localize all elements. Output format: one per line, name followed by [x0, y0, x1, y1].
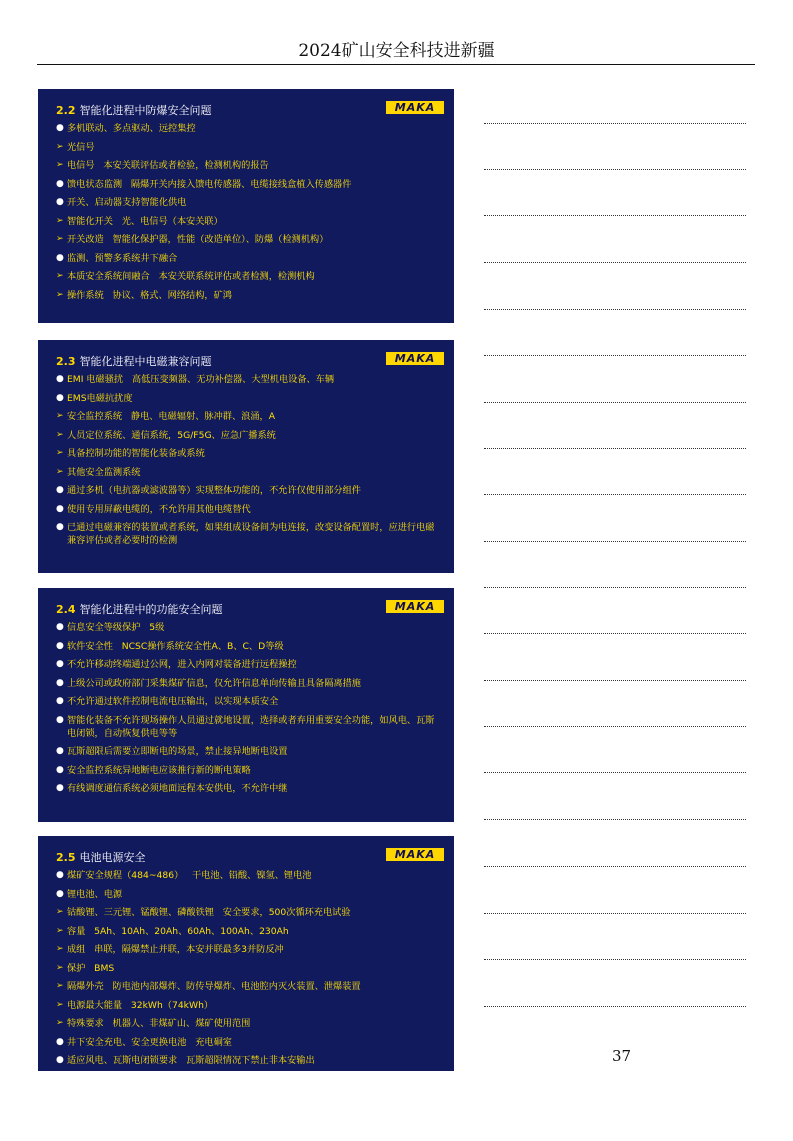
item-keyword: 容量: [67, 925, 86, 937]
list-item-text: [67, 289, 442, 302]
note-line: [484, 959, 746, 960]
list-item: [56, 658, 442, 671]
list-item: [56, 1017, 442, 1030]
list-item-text: [67, 658, 442, 671]
item-keyword: 不允许移动终端通过公网，进入内网对装备进行远程操控: [67, 659, 297, 670]
dot-bullet-icon: ●: [56, 783, 64, 793]
list-item: [56, 906, 442, 919]
list-item: [56, 782, 442, 795]
list-item-text: [67, 980, 442, 993]
arrow-bullet-icon: ➢: [56, 1018, 64, 1028]
slide-2-4: [38, 588, 454, 822]
slide-2-2: [38, 89, 454, 323]
dot-bullet-icon: ●: [56, 392, 64, 403]
list-item: [56, 943, 442, 956]
dot-bullet-icon: ●: [56, 696, 64, 706]
slide-number: 2.3: [56, 355, 76, 368]
dot-bullet-icon: ●: [56, 1055, 64, 1065]
list-item: [56, 484, 442, 497]
dot-bullet-icon: ●: [56, 659, 64, 669]
item-keyword: EMS电磁抗扰度: [67, 392, 133, 404]
item-keyword: 特殊要求: [67, 1018, 104, 1029]
arrow-bullet-icon: ➢: [56, 271, 64, 281]
item-keyword: 本质安全系统间融合: [67, 271, 150, 282]
list-item: [56, 252, 442, 265]
slide-item-list: [56, 122, 442, 302]
list-item-text: [67, 466, 442, 479]
arrow-bullet-icon: ➢: [56, 141, 64, 152]
list-item-text: [67, 503, 442, 516]
item-keyword: 安全监控系统: [67, 411, 123, 422]
list-item-text: [67, 233, 442, 246]
note-line: [484, 402, 746, 403]
list-item-text: [67, 943, 442, 956]
arrow-bullet-icon: ➢: [56, 466, 64, 477]
arrow-bullet-icon: ➢: [56, 448, 64, 458]
arrow-bullet-icon: ➢: [56, 981, 64, 991]
list-item: [56, 1054, 442, 1067]
list-item-text: [67, 484, 442, 497]
slide-2-5: [38, 836, 454, 1071]
list-item-text: [67, 429, 442, 442]
item-keyword: 电信号: [67, 160, 95, 171]
item-detail: 本安关联评估或者检验，检测机构的报告: [103, 160, 269, 171]
dot-bullet-icon: ●: [56, 522, 64, 532]
list-item: [56, 141, 442, 154]
list-item-text: [67, 196, 442, 209]
list-item-text: [67, 392, 442, 405]
item-detail: 干电池、铅酸、镍氢、锂电池: [192, 870, 312, 881]
item-keyword: 锂电池、电源: [67, 888, 123, 900]
list-item-text: [67, 925, 442, 938]
list-item-text: [67, 714, 442, 740]
item-detail: 防电池内部爆炸、防传导爆炸、电池腔内灭火装置、泄爆装置: [112, 981, 361, 992]
list-item: [56, 122, 442, 135]
item-keyword: 操作系统: [67, 289, 104, 301]
list-item-text: [67, 869, 442, 882]
list-item-text: [67, 906, 442, 919]
item-detail: 协议、格式、网络结构，矿鸿: [112, 289, 232, 301]
item-detail: 智能化保护器，性能（改造单位）、防爆（检测机构）: [112, 234, 329, 245]
arrow-bullet-icon: ➢: [56, 925, 64, 936]
note-line: [484, 494, 746, 495]
item-keyword: 开关改造: [67, 234, 104, 245]
arrow-bullet-icon: ➢: [56, 289, 64, 300]
list-item: [56, 233, 442, 246]
list-item: [56, 888, 442, 901]
list-item-text: [67, 640, 442, 653]
slide-title-text: 智能化进程中电磁兼容问题: [79, 355, 212, 368]
arrow-bullet-icon: ➢: [56, 215, 64, 226]
slide-title: [56, 601, 442, 619]
dot-bullet-icon: ●: [56, 178, 64, 189]
note-line: [484, 772, 746, 773]
list-item-text: [67, 677, 442, 690]
list-item: [56, 466, 442, 479]
slide-title-text: 智能化进程中防爆安全问题: [79, 104, 212, 117]
note-line: [484, 726, 746, 727]
list-item-text: [67, 252, 442, 265]
list-item: [56, 196, 442, 209]
item-keyword: 隔爆外壳: [67, 981, 104, 992]
arrow-bullet-icon: ➢: [56, 944, 64, 954]
list-item-text: [67, 521, 442, 547]
list-item: [56, 270, 442, 283]
arrow-bullet-icon: ➢: [56, 160, 64, 170]
item-keyword: 钴酸锂、三元锂、锰酸锂、磷酸铁锂: [67, 907, 214, 918]
item-detail: 隔爆开关内接入馈电传感器、电缆接线盒植入传感器件: [130, 178, 352, 190]
item-detail: 高低压变频器、无功补偿器、大型机电设备、车辆: [131, 374, 335, 385]
list-item: [56, 695, 442, 708]
arrow-bullet-icon: ➢: [56, 234, 64, 244]
item-keyword: 成组: [67, 944, 86, 955]
list-item-text: [67, 621, 442, 634]
item-keyword: 已通过电磁兼容的装置或者系统，如果组成设备间为电连接，改变设备配置时，应进行电磁兼容评估或者必要时的检测: [67, 522, 435, 546]
item-keyword: 馈电状态监测: [67, 178, 123, 190]
item-keyword: 安全监控系统异地断电应该推行新的断电策略: [67, 764, 251, 776]
list-item-text: [67, 215, 442, 228]
slide-title-text: 电池电源安全: [79, 851, 146, 864]
dot-bullet-icon: ●: [56, 640, 64, 651]
list-item: [56, 429, 442, 442]
slide-number: 2.4: [56, 603, 76, 616]
dot-bullet-icon: ●: [56, 764, 64, 775]
list-item: [56, 999, 442, 1012]
item-detail: 5Ah、10Ah、20Ah、60Ah、100Ah、230Ah: [94, 925, 289, 937]
header-rule: [37, 64, 755, 65]
item-detail: BMS: [94, 962, 115, 974]
dot-bullet-icon: ●: [56, 374, 64, 384]
list-item-text: [67, 695, 442, 708]
list-item-text: [67, 1054, 442, 1067]
page-header-title: 2024矿山安全科技进新疆: [298, 41, 495, 61]
item-keyword: 智能化装备不允许现场操作人员通过就地设置，选择或者弃用重要安全功能，如风电、瓦斯电闭锁，自动恢复供电等等: [67, 714, 435, 739]
item-keyword: 不允许通过软件控制电流电压输出，以实现本质安全: [67, 696, 279, 707]
item-detail: 本安关联系统评估或者检测，检测机构: [158, 271, 315, 282]
item-keyword: EMI 电磁骚扰: [67, 374, 124, 385]
list-item-text: [67, 1036, 442, 1049]
list-item: [56, 962, 442, 975]
list-item: [56, 714, 442, 740]
list-item-text: [67, 745, 442, 758]
item-keyword: 智能化开关: [67, 215, 113, 227]
list-item: [56, 373, 442, 386]
item-keyword: 有线调度通信系统必须地面远程本安供电，不允许中继: [67, 783, 288, 794]
slide-item-list: [56, 869, 442, 1067]
list-item: [56, 215, 442, 228]
item-detail: 安全要求，500次循环充电试验: [222, 907, 351, 918]
dot-bullet-icon: ●: [56, 485, 64, 495]
dot-bullet-icon: ●: [56, 197, 64, 207]
note-line: [484, 262, 746, 263]
list-item: [56, 764, 442, 777]
item-keyword: 上级公司或政府部门采集煤矿信息，仅允许信息单向传输且具备隔离措施: [67, 677, 361, 689]
item-detail: NCSC操作系统安全性A、B、C、D等级: [121, 640, 284, 652]
note-line: [484, 541, 746, 542]
list-item-text: [67, 962, 442, 975]
list-item: [56, 1036, 442, 1049]
arrow-bullet-icon: ➢: [56, 429, 64, 440]
list-item: [56, 503, 442, 516]
dot-bullet-icon: ●: [56, 677, 64, 688]
slide-item-list: [56, 373, 442, 547]
list-item: [56, 745, 442, 758]
item-keyword: 适应风电、瓦斯电闭锁要求: [67, 1055, 178, 1066]
note-line: [484, 819, 746, 820]
item-keyword: 电源最大能量: [67, 999, 123, 1011]
dot-bullet-icon: ●: [56, 746, 64, 756]
note-line: [484, 587, 746, 588]
item-detail: 32kWh（74kWh）: [130, 999, 214, 1011]
note-line: [484, 1006, 746, 1007]
list-item-text: [67, 447, 442, 460]
note-line: [484, 913, 746, 914]
list-item-text: [67, 782, 442, 795]
item-detail: 机器人、非煤矿山、煤矿使用范围: [112, 1018, 251, 1029]
list-item-text: [67, 373, 442, 386]
item-keyword: 保护: [67, 962, 86, 974]
list-item-text: [67, 270, 442, 283]
item-keyword: 光信号: [67, 141, 95, 153]
list-item-text: [67, 999, 442, 1012]
list-item: [56, 869, 442, 882]
item-detail: 静电、电磁辐射、脉冲群、浪涌，A: [130, 411, 275, 422]
note-line: [484, 123, 746, 124]
dot-bullet-icon: ●: [56, 252, 64, 263]
note-line: [484, 309, 746, 310]
arrow-bullet-icon: ➢: [56, 962, 64, 973]
item-keyword: 煤矿安全规程（484~486）: [67, 870, 184, 881]
note-line: [484, 633, 746, 634]
note-line: [484, 355, 746, 356]
arrow-bullet-icon: ➢: [56, 907, 64, 917]
item-detail: 串联，隔爆禁止并联，本安并联最多3并防反冲: [94, 944, 284, 955]
slide-title: [56, 353, 442, 371]
note-line: [484, 215, 746, 216]
list-item-text: [67, 888, 442, 901]
slide-title: [56, 102, 442, 120]
item-detail: 5级: [149, 622, 165, 633]
list-item: [56, 289, 442, 302]
item-keyword: 使用专用屏蔽电缆的，不允许用其他电缆替代: [67, 503, 251, 515]
item-keyword: 多机联动、多点驱动、远控集控: [67, 123, 196, 134]
list-item: [56, 640, 442, 653]
dot-bullet-icon: ●: [56, 622, 64, 632]
list-item-text: [67, 141, 442, 154]
item-keyword: 井下安全充电、安全更换电池: [67, 1036, 187, 1048]
page-number: 37: [612, 1047, 632, 1065]
list-item-text: [67, 764, 442, 777]
slide-number: 2.2: [56, 104, 76, 117]
item-keyword: 其他安全监测系统: [67, 466, 141, 478]
list-item: [56, 621, 442, 634]
list-item-text: [67, 410, 442, 423]
list-item: [56, 392, 442, 405]
list-item: [56, 159, 442, 172]
maka-logo: MAKA: [386, 600, 444, 613]
dot-bullet-icon: ●: [56, 503, 64, 514]
item-detail: 瓦斯超限情况下禁止非本安输出: [186, 1055, 315, 1066]
item-keyword: 开关、启动器支持智能化供电: [67, 197, 187, 208]
dot-bullet-icon: ●: [56, 123, 64, 133]
item-keyword: 监测、预警多系统井下融合: [67, 252, 178, 264]
arrow-bullet-icon: ➢: [56, 999, 64, 1010]
item-detail: 充电硐室: [195, 1036, 232, 1048]
list-item: [56, 410, 442, 423]
arrow-bullet-icon: ➢: [56, 411, 64, 421]
list-item: [56, 521, 442, 547]
note-line: [484, 448, 746, 449]
item-keyword: 具备控制功能的智能化装备或系统: [67, 448, 205, 459]
note-line: [484, 866, 746, 867]
list-item-text: [67, 159, 442, 172]
note-line: [484, 680, 746, 681]
dot-bullet-icon: ●: [56, 1036, 64, 1047]
dot-bullet-icon: ●: [56, 888, 64, 899]
note-line: [484, 169, 746, 170]
slide-title: [56, 849, 442, 867]
slide-number: 2.5: [56, 851, 76, 864]
list-item: [56, 178, 442, 191]
list-item-text: [67, 178, 442, 191]
list-item: [56, 447, 442, 460]
item-keyword: 通过多机（电抗器或滤波器等）实现整体功能的，不允许仅使用部分组件: [67, 485, 361, 496]
list-item: [56, 925, 442, 938]
slide-title-text: 智能化进程中的功能安全问题: [79, 603, 223, 616]
item-keyword: 信息安全等级保护: [67, 622, 141, 633]
slide-2-3: [38, 340, 454, 573]
list-item-text: [67, 122, 442, 135]
item-detail: 光、电信号（本安关联）: [121, 215, 223, 227]
dot-bullet-icon: ●: [56, 870, 64, 880]
maka-logo: MAKA: [386, 101, 444, 114]
slide-item-list: [56, 621, 442, 795]
list-item-text: [67, 1017, 442, 1030]
maka-logo: MAKA: [386, 352, 444, 365]
item-keyword: 瓦斯超限后需要立即断电的场景，禁止接异地断电设置: [67, 746, 288, 757]
dot-bullet-icon: ●: [56, 714, 64, 725]
list-item: [56, 677, 442, 690]
list-item: [56, 980, 442, 993]
item-keyword: 人员定位系统、通信系统，5G/F5G、应急广播系统: [67, 429, 276, 441]
maka-logo: MAKA: [386, 848, 444, 861]
item-keyword: 软件安全性: [67, 640, 113, 652]
